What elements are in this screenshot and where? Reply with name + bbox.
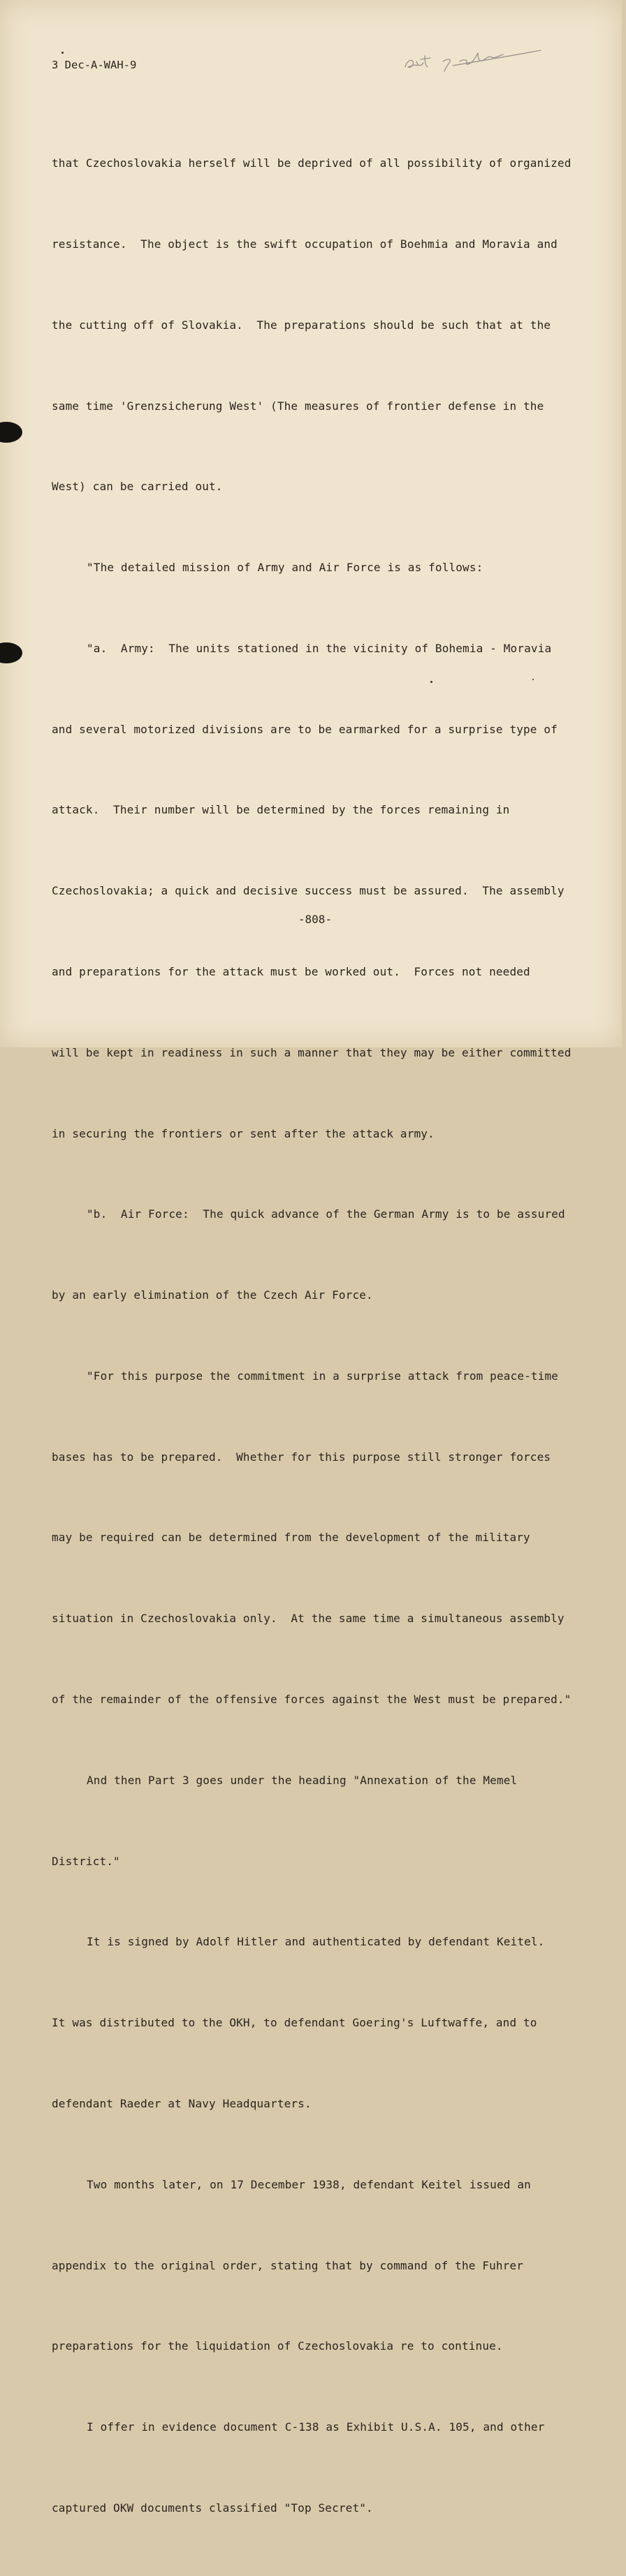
text-line: It was distributed to the OKH, to defendant Goering's Luftwaffe, and to bbox=[52, 2016, 537, 2030]
text-line: West) can be carried out. bbox=[52, 480, 223, 494]
paragraph-start: And then Part 3 goes under the heading "Annexation of the Memel bbox=[87, 1773, 518, 1787]
text-line: that Czechoslovakia herself will be deprived of all possibility of organized bbox=[52, 156, 572, 170]
text-line: in securing the frontiers or sent after the attack army. bbox=[52, 1126, 435, 1140]
paragraph-start: It is signed by Adolf Hitler and authenticated by defendant Keitel. bbox=[87, 1935, 545, 1949]
paragraph-start: Two months later, on 17 December 1938, defendant Keitel issued an bbox=[87, 2177, 531, 2191]
text-line: bases has to be prepared. Whether for this purpose still stronger forces bbox=[52, 1450, 551, 1464]
text-line: defendant Raeder at Navy Headquarters. bbox=[52, 2096, 312, 2110]
text-line: the cutting off of Slovakia. The preparations should be such that at the bbox=[52, 318, 551, 332]
page-number: -808- bbox=[298, 913, 333, 926]
text-line: attack. Their number will be determined by the forces remaining in bbox=[52, 803, 510, 817]
ink-speck bbox=[61, 52, 64, 54]
text-line: District." bbox=[52, 1854, 120, 1868]
document-reference: 3 Dec-A-WAH-9 bbox=[52, 59, 137, 71]
paragraph-start: "For this purpose the commitment in a surprise attack from peace-time bbox=[87, 1369, 559, 1383]
punch-hole bbox=[0, 422, 22, 443]
text-line: will be kept in readiness in such a manner that they may be either committed bbox=[52, 1045, 572, 1059]
text-line: of the remainder of the offensive forces against the West must be prepared." bbox=[52, 1693, 572, 1707]
text-line: by an early elimination of the Czech Air Force. bbox=[52, 1288, 373, 1302]
text-line: and several motorized divisions are to be earmarked for a surprise type of bbox=[52, 722, 558, 736]
paragraph-start: "The detailed mission of Army and Air Force is as follows: bbox=[87, 561, 483, 575]
paragraph-start: "b. Air Force: The quick advance of the German Army is to be assured bbox=[87, 1207, 565, 1221]
text-line: appendix to the original order, stating that by command of the Fuhrer bbox=[52, 2258, 524, 2272]
text-line: preparations for the liquidation of Czechoslovakia re to continue. bbox=[52, 2339, 503, 2353]
text-line: and preparations for the attack must be worked out. Forces not needed bbox=[52, 965, 530, 978]
punch-hole bbox=[0, 642, 22, 663]
text-line: Czechoslovakia; a quick and decisive success must be assured. The assembly bbox=[52, 884, 565, 898]
handwritten-annotation bbox=[400, 41, 546, 75]
text-line: same time 'Grenzsicherung West' (The measures of frontier defense in the bbox=[52, 399, 544, 413]
document-body bbox=[52, 96, 572, 2576]
paragraph-start: I offer in evidence document C-138 as Exhibit U.S.A. 105, and other bbox=[87, 2420, 545, 2434]
text-line: situation in Czechoslovakia only. At the same time a simultaneous assembly bbox=[52, 1612, 565, 1626]
ink-speck bbox=[430, 681, 432, 683]
text-line: captured OKW documents classified "Top Secret". bbox=[52, 2501, 373, 2515]
paragraph-start: "a. Army: The units stationed in the vicinity of Bohemia - Moravia bbox=[87, 641, 552, 655]
text-line: may be required can be determined from the development of the military bbox=[52, 1531, 530, 1545]
ink-speck bbox=[532, 679, 534, 680]
text-line: resistance. The object is the swift occupation of Boehmia and Moravia and bbox=[52, 237, 558, 251]
